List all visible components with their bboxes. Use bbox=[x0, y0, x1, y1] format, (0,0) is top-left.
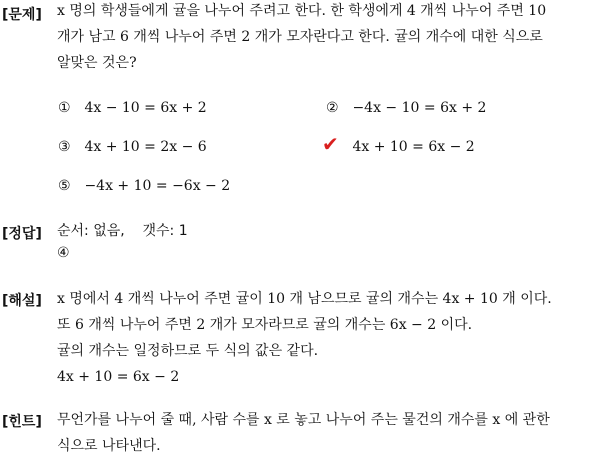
option-expression: 4x + 10 = 2x − 6 bbox=[84, 139, 207, 155]
explanation-line: 귤의 개수는 일정하므로 두 식의 값은 같다. bbox=[57, 343, 319, 359]
hint-line: 식으로 나타낸다. bbox=[57, 438, 161, 454]
explanation-text bbox=[57, 286, 588, 390]
option-number: ① bbox=[58, 100, 71, 116]
problem-text bbox=[57, 0, 588, 76]
answer-line: 순서: 없음, 갯수: 1 bbox=[57, 223, 188, 239]
problem-tag: [문제] bbox=[2, 7, 42, 23]
option-5[interactable] bbox=[58, 176, 230, 196]
option-number: ② bbox=[326, 100, 339, 116]
answer-text bbox=[57, 220, 588, 264]
checkmark-icon: ✔ bbox=[322, 132, 339, 156]
explanation-tag: [해설] bbox=[2, 293, 42, 309]
hint-tag: [힌트] bbox=[2, 414, 42, 430]
problem-line: 개가 남고 6 개씩 나누어 주면 2 개가 모자란다고 한다. 귤의 개수에 대한 식으로 bbox=[57, 29, 543, 45]
explanation-line: 4x + 10 = 6x − 2 bbox=[57, 369, 180, 385]
hint-text bbox=[57, 407, 588, 459]
hint-line: 무언가를 나누어 줄 때, 사람 수를 x 로 놓고 나누어 주는 물건의 개수를 x 에 관한 bbox=[57, 412, 550, 428]
option-3[interactable] bbox=[58, 137, 207, 157]
option-expression: 4x + 10 = 6x − 2 bbox=[352, 139, 475, 155]
option-number: ③ bbox=[58, 139, 71, 155]
option-2[interactable] bbox=[326, 98, 486, 118]
answer-value: ④ bbox=[57, 245, 70, 261]
problem-line: 알맞은 것은? bbox=[57, 55, 137, 71]
option-number: ⑤ bbox=[58, 178, 71, 194]
explanation-line: 또 6 개씩 나누어 주면 2 개가 모자라므로 귤의 개수는 6x − 2 이다. bbox=[57, 317, 473, 333]
explanation-line: x 명에서 4 개씩 나누어 주면 귤이 10 개 남으므로 귤의 개수는 4x + 10 개 이다. bbox=[57, 291, 552, 307]
option-1[interactable] bbox=[58, 98, 207, 118]
option-expression: −4x + 10 = −6x − 2 bbox=[84, 178, 231, 194]
option-expression: −4x − 10 = 6x + 2 bbox=[352, 100, 487, 116]
option-expression: 4x − 10 = 6x + 2 bbox=[84, 100, 207, 116]
answer-tag: [정답] bbox=[2, 226, 42, 242]
problem-line: x 명의 학생들에게 귤을 나누어 주려고 한다. 한 학생에게 4 개씩 나누어 주면 10 bbox=[57, 3, 547, 19]
option-4[interactable] bbox=[322, 132, 475, 157]
